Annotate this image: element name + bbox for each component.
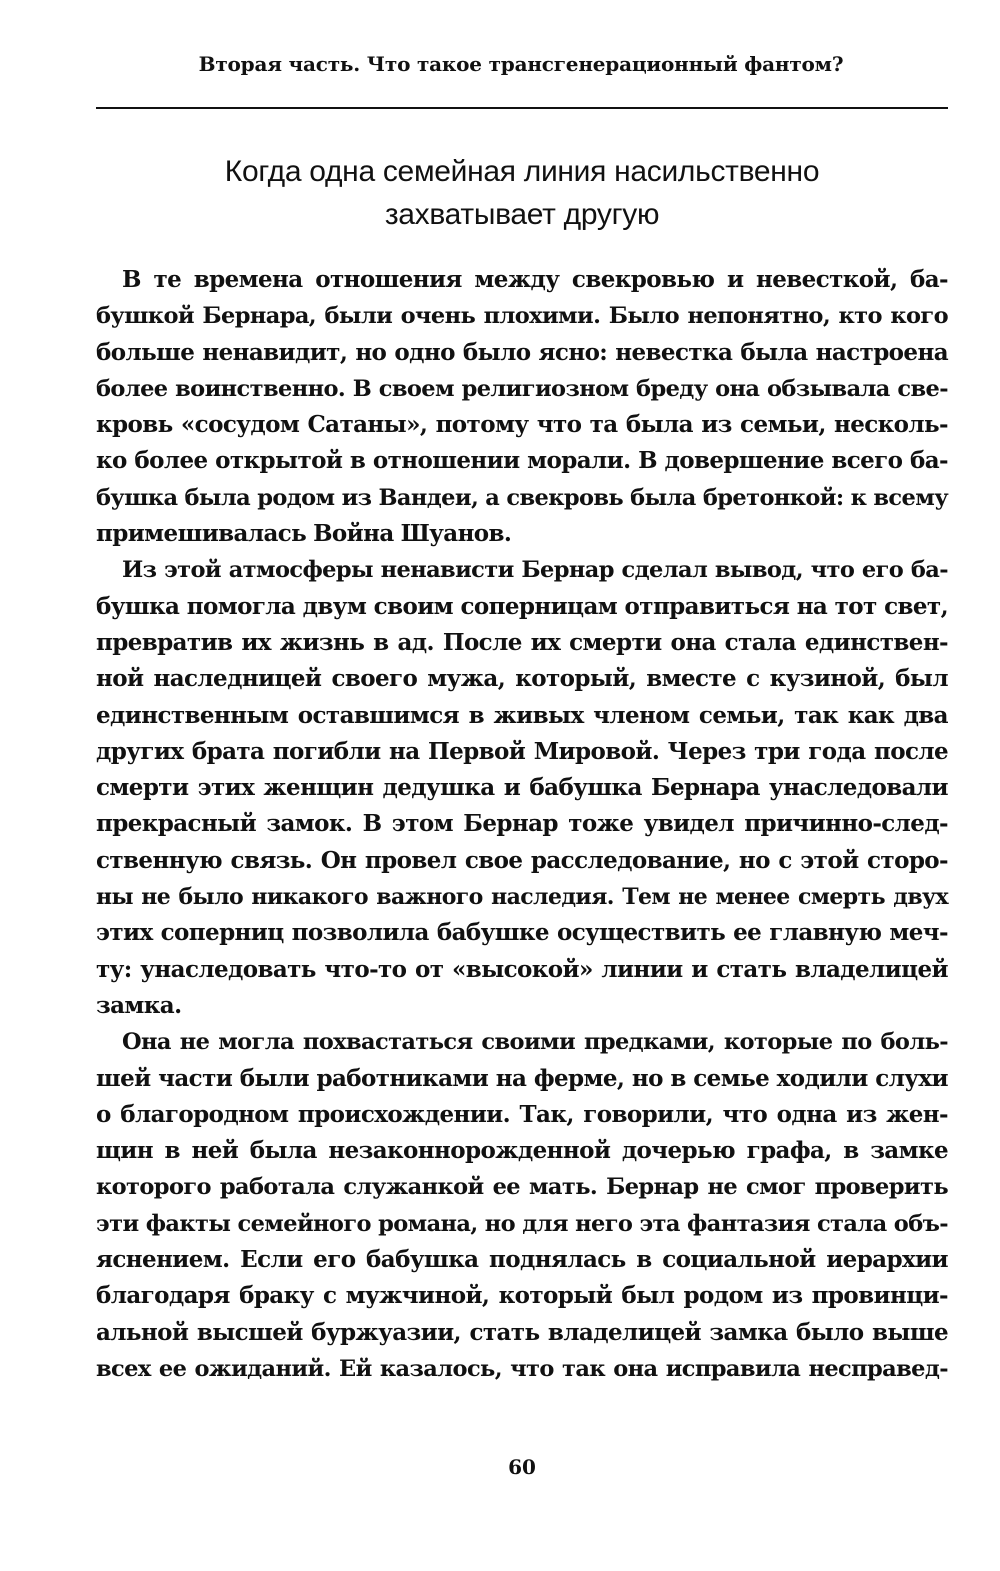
text-line: которого работала служанкой ее мать. Бернар не смог проверить — [96, 1174, 948, 1201]
body-text — [96, 262, 948, 1387]
text-line: бушка помогла двум своим соперницам отправиться на тот свет, — [96, 592, 948, 620]
section-title-line: захватывает другую — [384, 198, 660, 231]
text-line: ной наследницей своего мужа, который, вместе с кузиной, был — [96, 665, 948, 693]
header-divider — [96, 107, 948, 109]
text-line: В те времена отношения между свекровью и невесткой, ба- — [122, 266, 948, 293]
text-line: примешивалась Война Шуанов. — [96, 520, 512, 548]
running-head: Вторая часть. Что такое трансгенерационный фантом? — [198, 52, 844, 76]
text-line: превратив их жизнь в ад. После их смерти она стала единствен- — [96, 628, 948, 656]
text-line: Из этой атмосферы ненависти Бернар сделал вывод, что его ба- — [122, 557, 948, 584]
text-line: ко более открытой в отношении морали. В довершение всего ба- — [96, 447, 948, 475]
text-line: прекрасный замок. В этом Бернар тоже увидел причинно-след- — [96, 810, 948, 838]
text-line: щин в ней была незаконнорожденной дочерью графа, в замке — [96, 1137, 948, 1165]
paragraph-3 — [96, 1024, 948, 1387]
page-number: 60 — [508, 1455, 536, 1479]
text-line: больше ненавидит, но одно было ясно: невестка была настроена — [96, 338, 948, 366]
text-line: всех ее ожиданий. Ей казалось, что так она исправила несправед- — [96, 1355, 948, 1382]
text-line: ственную связь. Он провел свое расследование, но с этой сторо- — [96, 846, 948, 874]
text-line: смерти этих женщин дедушка и бабушка Бернара унаследовали — [96, 774, 948, 802]
text-line: других брата погибли на Первой Мировой. Через три года после — [96, 737, 948, 765]
text-line: шей части были работниками на ферме, но в семье ходили слухи — [96, 1064, 948, 1092]
section-title-line: Когда одна семейная линия насильственно — [224, 155, 820, 188]
text-line: благодаря браку с мужчиной, который был родом из провинци- — [96, 1282, 948, 1310]
text-line: бушкой Бернара, были очень плохими. Было непонятно, кто кого — [96, 303, 948, 330]
text-line: яснением. Если его бабушка поднялась в социальной иерархии — [96, 1246, 948, 1274]
text-line: ны не было никакого важного наследия. Тем не менее смерть двух — [96, 884, 948, 911]
text-line: эти факты семейного романа, но для него эта фантазия стала объ- — [96, 1210, 948, 1237]
text-line: Она не могла похвастаться своими предками, которые по боль- — [122, 1029, 948, 1056]
paragraph-2 — [96, 552, 948, 1024]
text-line: кровь «сосудом Сатаны», потому что та была из семьи, несколь- — [96, 411, 948, 439]
text-line: альной высшей буржуазии, стать владелицей замка было выше — [96, 1318, 948, 1346]
text-line: единственным оставшимся в живых членом семьи, так как два — [96, 701, 948, 729]
text-line: этих соперниц позволила бабушке осуществить ее главную меч- — [96, 919, 948, 947]
text-line: замка. — [96, 991, 182, 1019]
section-title — [96, 150, 948, 236]
text-line: более воинственно. В своем религиозном бреду она обзывала све- — [96, 375, 948, 402]
text-line: ту: унаследовать что-то от «высокой» линии и стать владелицей — [96, 955, 948, 983]
text-line: о благородном происхождении. Так, говорили, что одна из жен- — [96, 1100, 948, 1128]
paragraph-1 — [96, 262, 948, 552]
text-line: бушка была родом из Вандеи, а свекровь была бретонкой: к всему — [96, 484, 948, 511]
